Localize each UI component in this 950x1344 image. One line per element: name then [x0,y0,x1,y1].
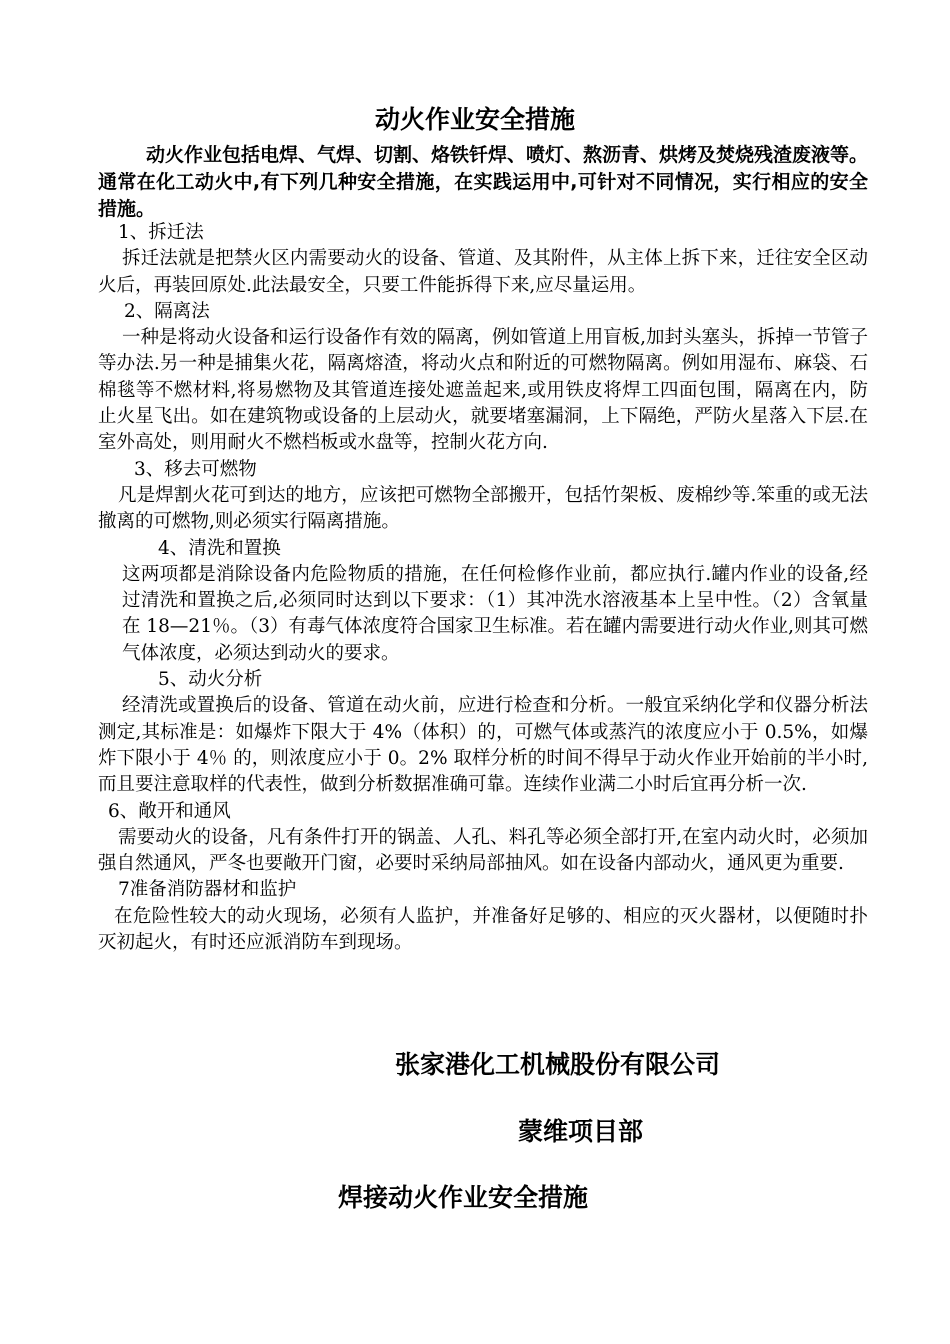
section-heading-4: 4、清洗和置换 [158,537,281,559]
section-text-3: 凡是焊割火花可到达的地方，应该把可燃物全部搬开，包括竹架板、废棉纱等.笨重的或无法撤离的可燃物,则必须实行隔离措施。 [98,484,868,533]
document-subtitle: 焊接动火作业安全措施 [338,1183,589,1212]
section-text-2: 一种是将动火设备和运行设备作有效的隔离，例如管道上用盲板,加封头塞头，拆掉一节管子等办法.另一种是捕集火花，隔离熔渣，将动火点和附近的可燃物隔离。例如用湿布、麻袋、石棉毯等不燃材料,将易燃物及其管道连接处遮盖起来,或用铁皮将焊工四面包围，隔离在内，防止火星飞出。如在建筑物或设备的上层动火，就要堵塞漏洞，上下隔绝，严防火星落入下层.在室外高处，则用耐火不燃档板或水盘等，控制火花方向. [98,327,868,454]
section-heading-7: 7准备消防器材和监护 [118,879,297,901]
section-heading-1: 1、拆迁法 [118,222,204,243]
section-heading-3: 3、移去可燃物 [134,458,257,480]
intro-paragraph: 动火作业包括电焊、气焊、切割、烙铁钎焊、喷灯、熬沥青、烘烤及焚烧残渣废液等。通常在化工动火中,有下列几种安全措施，在实践运用中,可针对不同情况，实行相应的安全措施。 [98,144,869,220]
section-text-1: 拆迁法就是把禁火区内需要动火的设备、管道、及其附件，从主体上拆下来，迁往安全区动火后，再装回原处.此法最安全，只要工件能拆得下来,应尽量运用。 [98,248,868,296]
section-text-5: 经清洗或置换后的设备、管道在动火前，应进行检查和分析。一般宜采纳化学和仪器分析法测定,其标准是：如爆炸下限大于 4%（体积）的，可燃气体或蒸汽的浓度应小于 0.5%，如爆炸下限小于 4％ 的，则浓度应小于 0。2% 取样分析的时间不得早于动火作业开始前的半小时,而且要注意取样的代表性，做到分析数据准确可靠。连续作业满二小时后宜再分析一次. [98,695,868,796]
section-text-6: 需要动火的设备，凡有条件打开的锅盖、人孔、料孔等必须全部打开,在室内动火时，必须加强自然通风，严冬也要敞开门窗，必要时采纳局部抽风。如在设备内部动火，通风更为重要. [98,826,868,875]
document-title: 动火作业安全措施 [374,105,575,134]
section-heading-2: 2、隔离法 [124,300,210,322]
section-heading-6: 6、敞开和通风 [108,800,231,822]
section-text-7: 在危险性较大的动火现场，必须有人监护，并准备好足够的、相应的灭火器材，以便随时扑灭初起火，有时还应派消防车到现场。 [98,905,868,954]
company-name: 张家港化工机械股份有限公司 [395,1050,721,1079]
project-department: 蒙维项目部 [518,1117,644,1146]
section-heading-5: 5、动火分析 [158,669,263,691]
section-text-4: 这两项都是消除设备内危险物质的措施，在任何检修作业前，都应执行.罐内作业的设备,经过清洗和置换之后,必须同时达到以下要求：（1）其冲洗水溶液基本上呈中性。（2）含氧量在 18—21％。（3）有毒气体浓度符合国家卫生标准。若在罐内需要进行动火作业,则其可燃气体浓度，必须达到动火的要求。 [122,563,868,664]
document-body [98,220,868,956]
